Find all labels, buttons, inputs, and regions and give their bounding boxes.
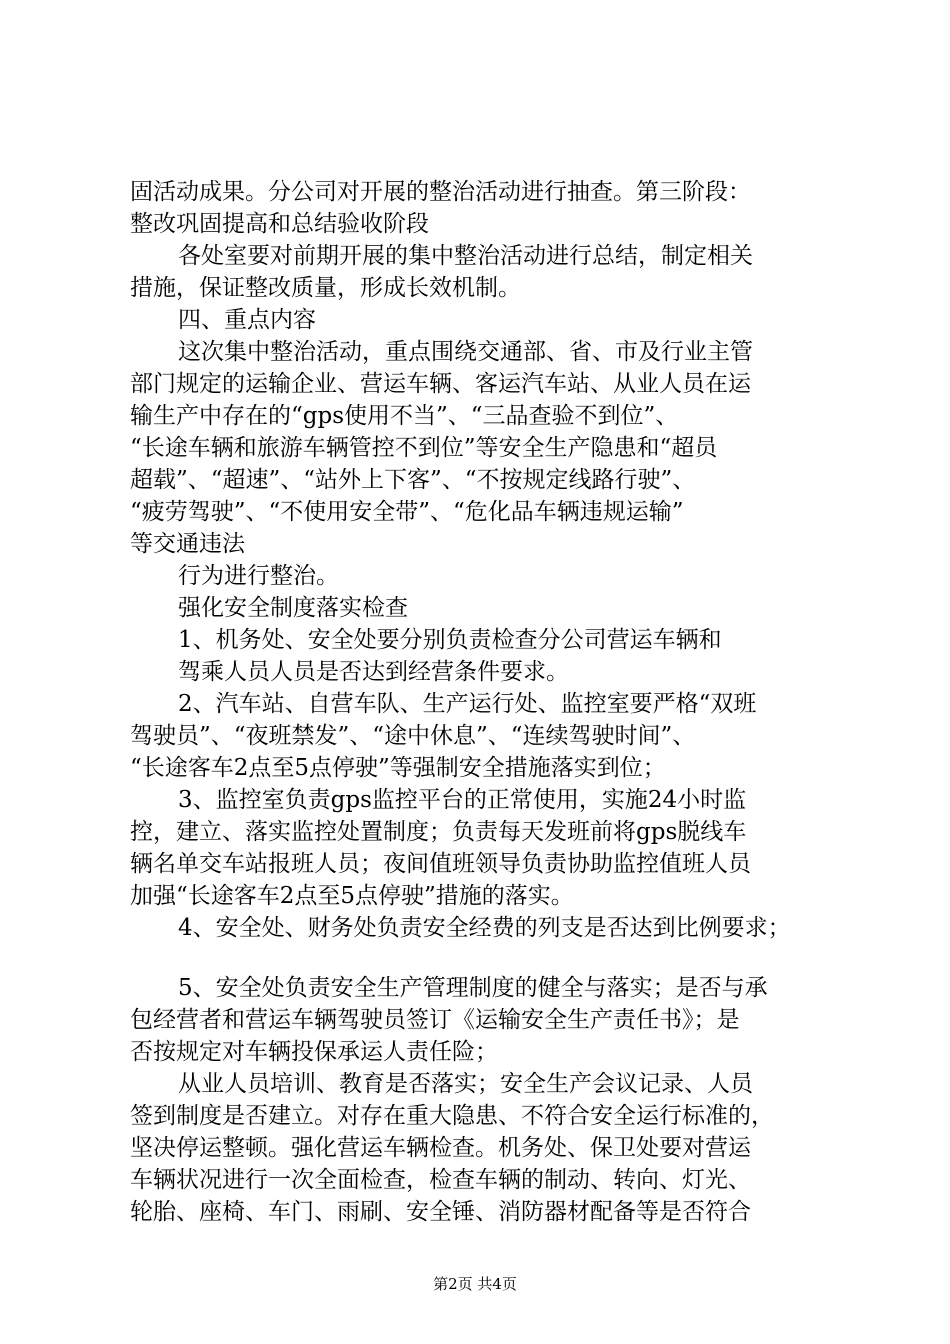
list-item: 3、监控室负责gps监控平台的正常使用，实施24小时监 <box>178 787 747 813</box>
text-line: 否按规定对车辆投保承运人责任险； <box>130 1039 498 1065</box>
text-line: 签到制度是否建立。对存在重大隐患、不符合安全运行标准的， <box>130 1103 774 1129</box>
text-line: 行为进行整治。 <box>178 563 339 589</box>
text-line: 各处室要对前期开展的集中整治活动进行总结，制定相关 <box>178 243 753 269</box>
subheading: 强化安全制度落实检查 <box>178 595 408 621</box>
text-line: “长途车辆和旅游车辆管控不到位”等安全生产隐患和“超员 <box>130 435 718 461</box>
text-line: 驾驶员”、“夜班禁发”、“途中休息”、“连续驾驶时间”、 <box>130 723 696 749</box>
section-heading: 四、重点内容 <box>178 307 316 333</box>
list-item: 2、汽车站、自营车队、生产运行处、监控室要严格“双班 <box>178 691 757 717</box>
text-line: 输生产中存在的“gps使用不当”、“三品查验不到位”、 <box>130 403 679 429</box>
text-line: 驾乘人员人员是否达到经营条件要求。 <box>178 659 569 685</box>
text-line: 车辆状况进行一次全面检查，检查车辆的制动、转向、灯光、 <box>130 1167 751 1193</box>
text-line: 超载”、“超速”、“站外上下客”、“不按规定线路行驶”、 <box>130 467 696 493</box>
text-line: 措施，保证整改质量，形成长效机制。 <box>130 275 521 301</box>
text-line: 部门规定的运输企业、营运车辆、客运汽车站、从业人员在运 <box>130 371 751 397</box>
text-line: 辆名单交车站报班人员；夜间值班领导负责协助监控值班人员 <box>130 851 751 877</box>
text-line: “疲劳驾驶”、“不使用安全带”、“危化品车辆违规运输” <box>130 499 684 525</box>
text-line: 控，建立、落实监控处置制度；负责每天发班前将gps脱线车 <box>130 819 747 845</box>
text-line: 固活动成果。分公司对开展的整治活动进行抽查。第三阶段： <box>130 179 751 205</box>
text-line: 坚决停运整顿。强化营运车辆检查。机务处、保卫处要对营运 <box>130 1135 751 1161</box>
text-line: 加强“长途客车2点至5点停驶”措施的落实。 <box>130 883 574 909</box>
list-item: 5、安全处负责安全生产管理制度的健全与落实；是否与承 <box>178 975 768 1001</box>
page-footer: 第2页 共4页 <box>433 1275 517 1293</box>
text-line: 从业人员培训、教育是否落实；安全生产会议记录、人员 <box>178 1071 753 1097</box>
list-item: 1、机务处、安全处要分别负责检查分公司营运车辆和 <box>178 627 722 653</box>
list-item: 4、安全处、财务处负责安全经费的列支是否达到比例要求； <box>178 915 791 941</box>
text-line: “长途客车2点至5点停驶”等强制安全措施落实到位； <box>130 755 666 781</box>
text-line: 这次集中整治活动，重点围绕交通部、省、市及行业主管 <box>178 339 753 365</box>
text-line: 包经营者和营运车辆驾驶员签订《运输安全生产责任书》；是 <box>130 1007 740 1033</box>
text-line: 整改巩固提高和总结验收阶段 <box>130 211 429 237</box>
text-line: 等交通违法 <box>130 531 245 557</box>
text-line: 轮胎、座椅、车门、雨刷、安全锤、消防器材配备等是否符合 <box>130 1199 751 1225</box>
